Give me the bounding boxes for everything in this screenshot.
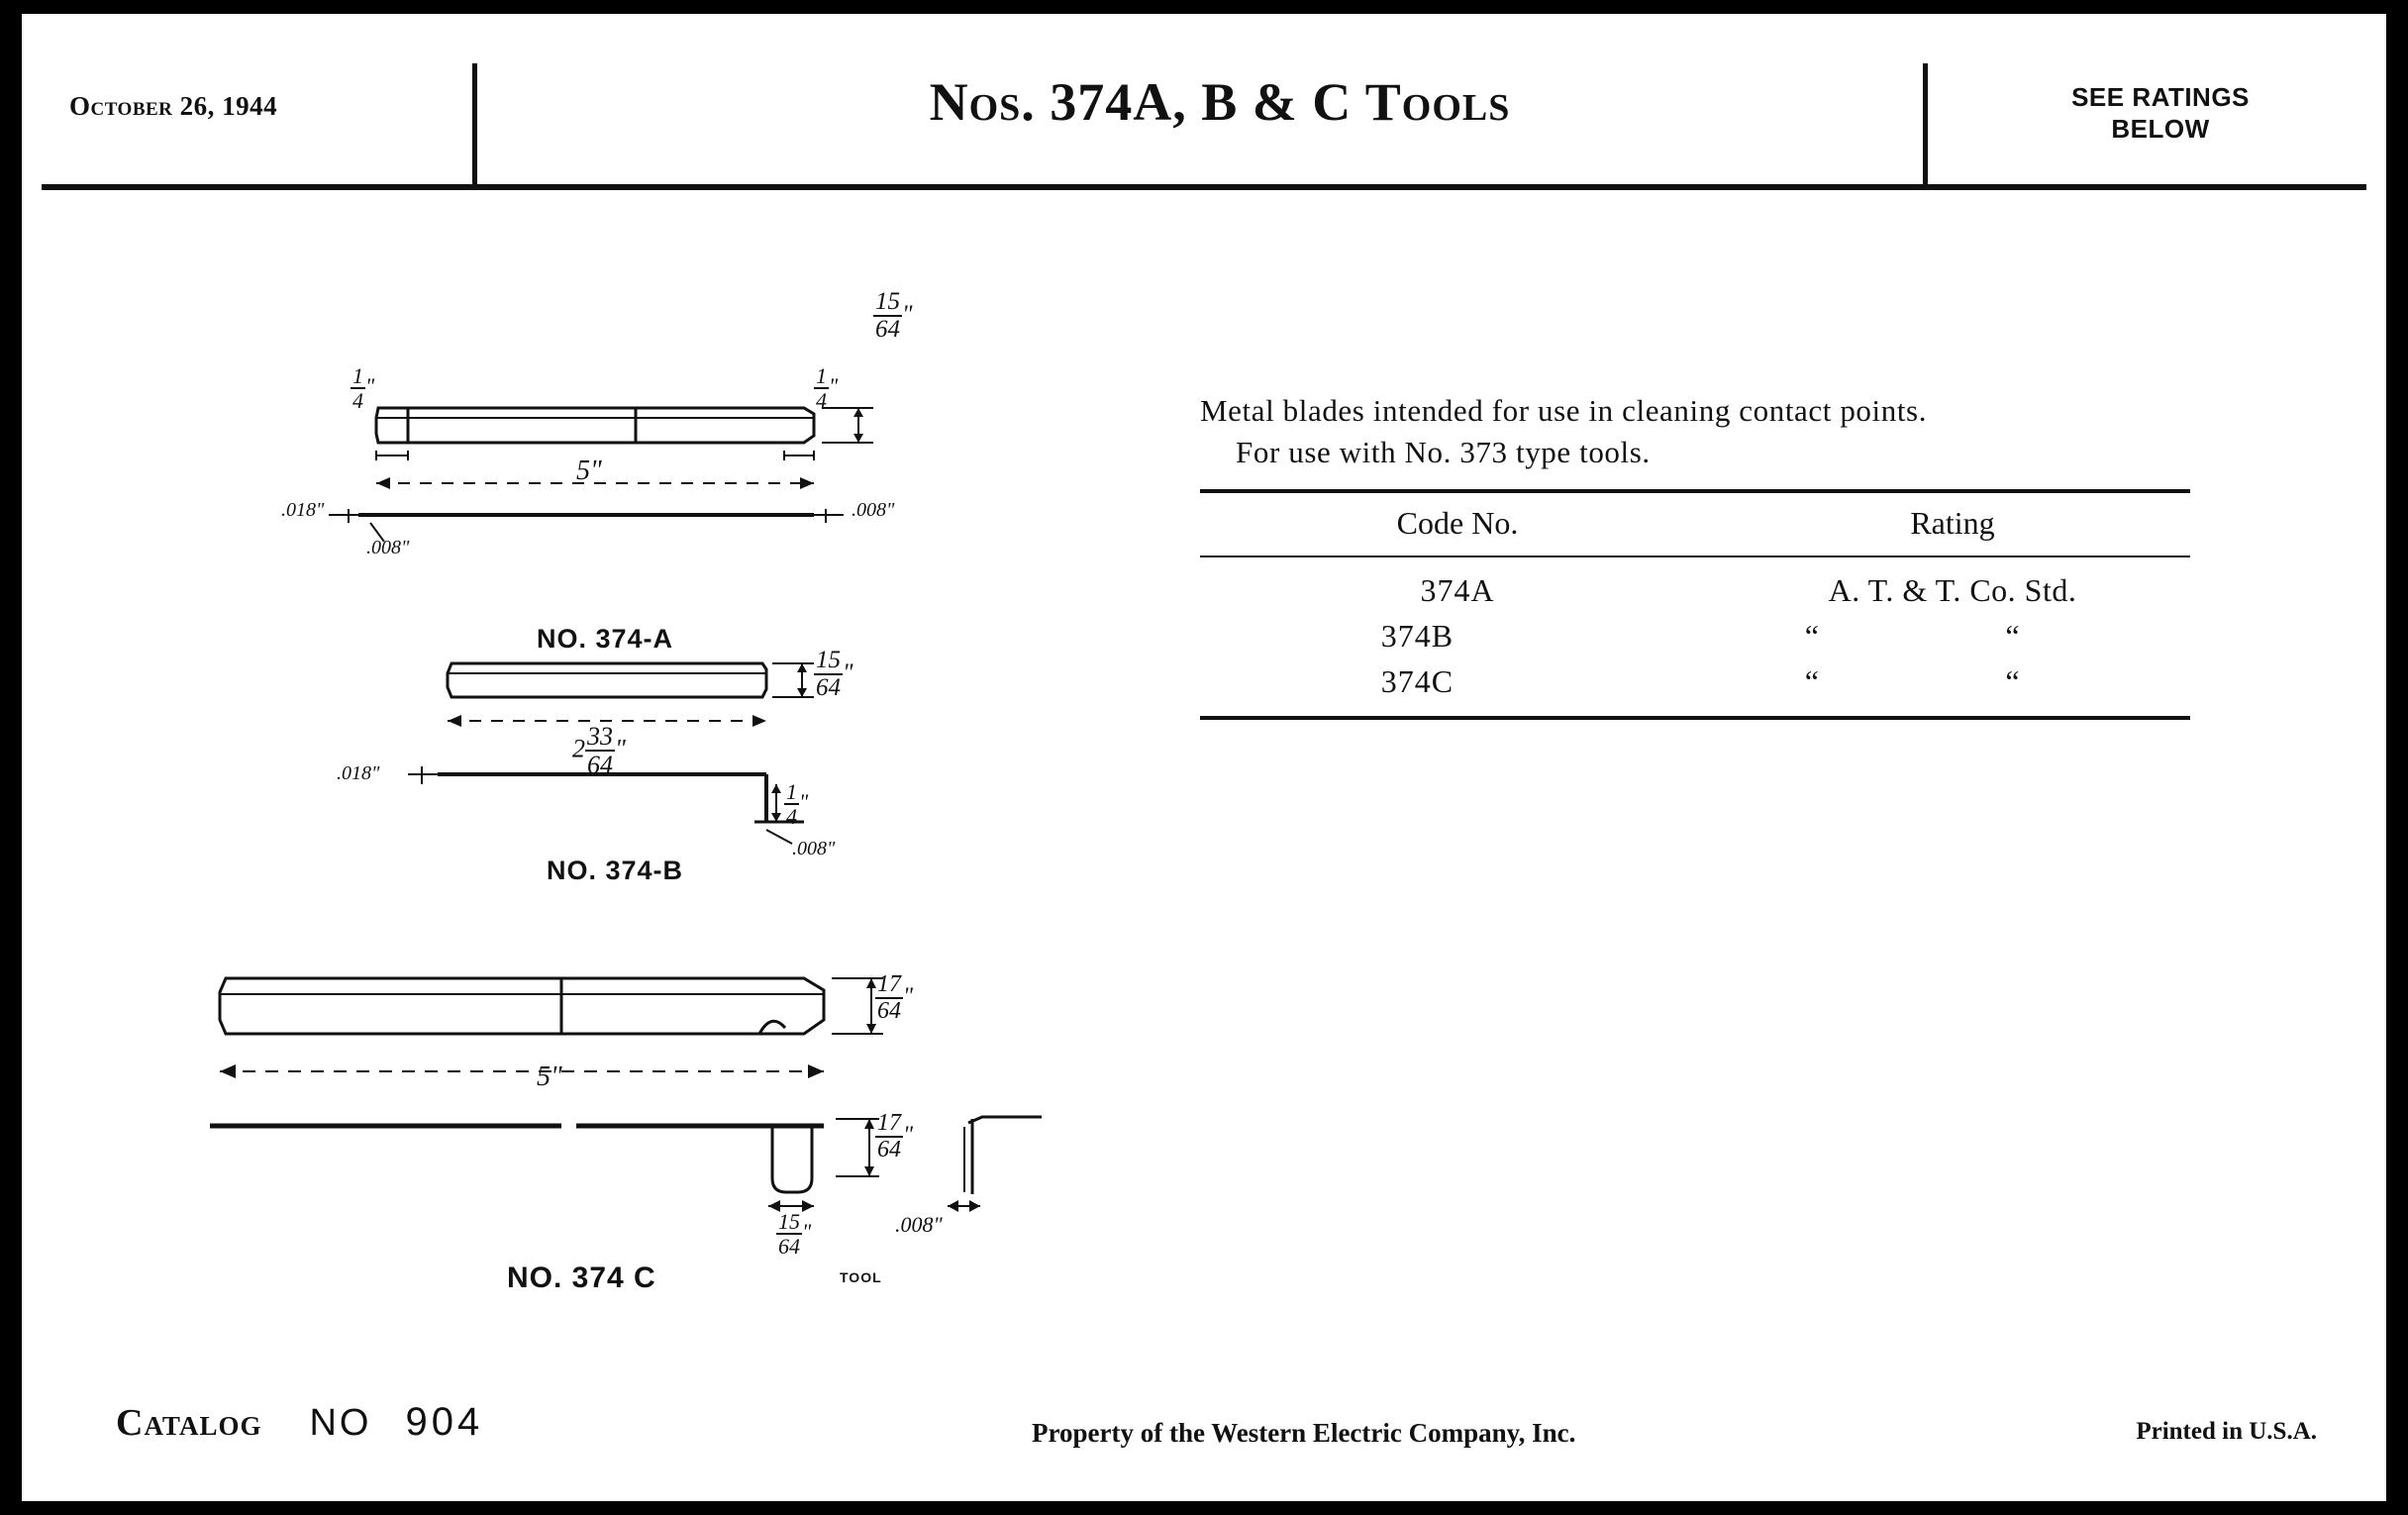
catalog-label: Catalog <box>116 1402 262 1444</box>
dim-374b-end: $\frac{1}{4}$ " <box>786 779 809 830</box>
table-bottom-rule <box>1200 716 2190 720</box>
header-ratings-note-line1: SEE RATINGS <box>2071 82 2250 112</box>
table-cell-rating <box>1635 613 2190 658</box>
table-row <box>1200 567 2190 613</box>
table-header-row <box>1200 493 2190 556</box>
figure-374a-label: NO. 374-A <box>537 624 674 654</box>
header-date: October 26, 1944 <box>69 91 278 121</box>
property-notice: Property of the Western Electric Company, Inc. <box>1032 1418 1576 1448</box>
dim-374b-edge-bottom: .008" <box>792 838 836 859</box>
table-body <box>1200 557 2190 716</box>
dim-374a-thickness: $\frac{15}{64}$ " <box>875 288 913 344</box>
dim-374a-right-end: $\frac{1}{4}$ " <box>816 363 839 414</box>
dim-374c-length: 5" <box>537 1061 562 1092</box>
dim-374a-left-end: $\frac{1}{4}$ " <box>352 363 375 414</box>
ditto-mark-1: “ <box>1804 618 1820 654</box>
dim-374c-edge: .008" <box>895 1212 943 1237</box>
figure-374c-label: NO. 374 C <box>507 1262 656 1294</box>
dim-374b-length: 2 $\frac{33}{64}$ " <box>572 722 626 780</box>
dim-374b-edge-left: .018" <box>337 762 380 784</box>
dim-374a-edge-right: .008" <box>852 499 895 521</box>
ditto-mark-1: “ <box>1804 663 1820 699</box>
page-header <box>22 14 2386 184</box>
description-line2: For use with No. 373 type tools. <box>1236 435 1651 469</box>
technical-drawings <box>22 190 1190 1294</box>
dim-374c-width: $\frac{15}{64}$ " <box>778 1209 812 1260</box>
table-header-rating: Rating <box>1910 505 1995 541</box>
table-cell-rating: A. T. & T. Co. Std. <box>1828 572 2077 608</box>
header-ratings-note <box>1962 81 2358 145</box>
ditto-mark-2: “ <box>2005 618 2021 654</box>
figure-374c-tool-mark: TOOL <box>840 1269 882 1285</box>
header-divider-left <box>472 63 477 184</box>
table-header-code: Code No. <box>1396 505 1519 541</box>
table-cell-rating <box>1635 658 2190 704</box>
figure-374b-label: NO. 374-B <box>547 856 684 885</box>
table-cell-code: 374A <box>1420 572 1495 608</box>
ratings-table <box>1200 489 2190 720</box>
header-ratings-note-line2: BELOW <box>2111 114 2210 144</box>
table-row <box>1200 658 2190 704</box>
dim-374b-thickness: $\frac{15}{64}$ " <box>816 647 853 702</box>
description-line1: Metal blades intended for use in cleaning contact points. <box>1200 393 1928 428</box>
dim-374a-edge-bottom: .008" <box>366 537 410 558</box>
catalog-number-value: 904 <box>405 1400 484 1444</box>
printed-notice: Printed in U.S.A. <box>2136 1418 2317 1445</box>
ditto-mark-2: “ <box>2005 663 2021 699</box>
catalog-page <box>22 14 2386 1501</box>
table-cell-code: 374B <box>1380 618 1455 654</box>
page-title: Nos. 374A, B & C Tools <box>929 72 1511 132</box>
table-row <box>1200 613 2190 658</box>
dim-374c-thickness: $\frac{17}{64}$ " <box>877 971 914 1025</box>
dim-374a-edge-left: .018" <box>281 499 325 521</box>
dim-374a-length: 5" <box>576 455 602 486</box>
figure-374b-drawing <box>22 487 1190 735</box>
header-divider-right <box>1923 63 1928 184</box>
dim-374c-thickness2: $\frac{17}{64}$ " <box>877 1110 914 1163</box>
catalog-no-abbrev: NO <box>309 1402 372 1444</box>
table-cell-code: 374C <box>1380 663 1455 699</box>
catalog-number <box>116 1400 483 1445</box>
figure-374c-drawing <box>22 943 1190 1299</box>
description-block <box>1200 390 2210 473</box>
